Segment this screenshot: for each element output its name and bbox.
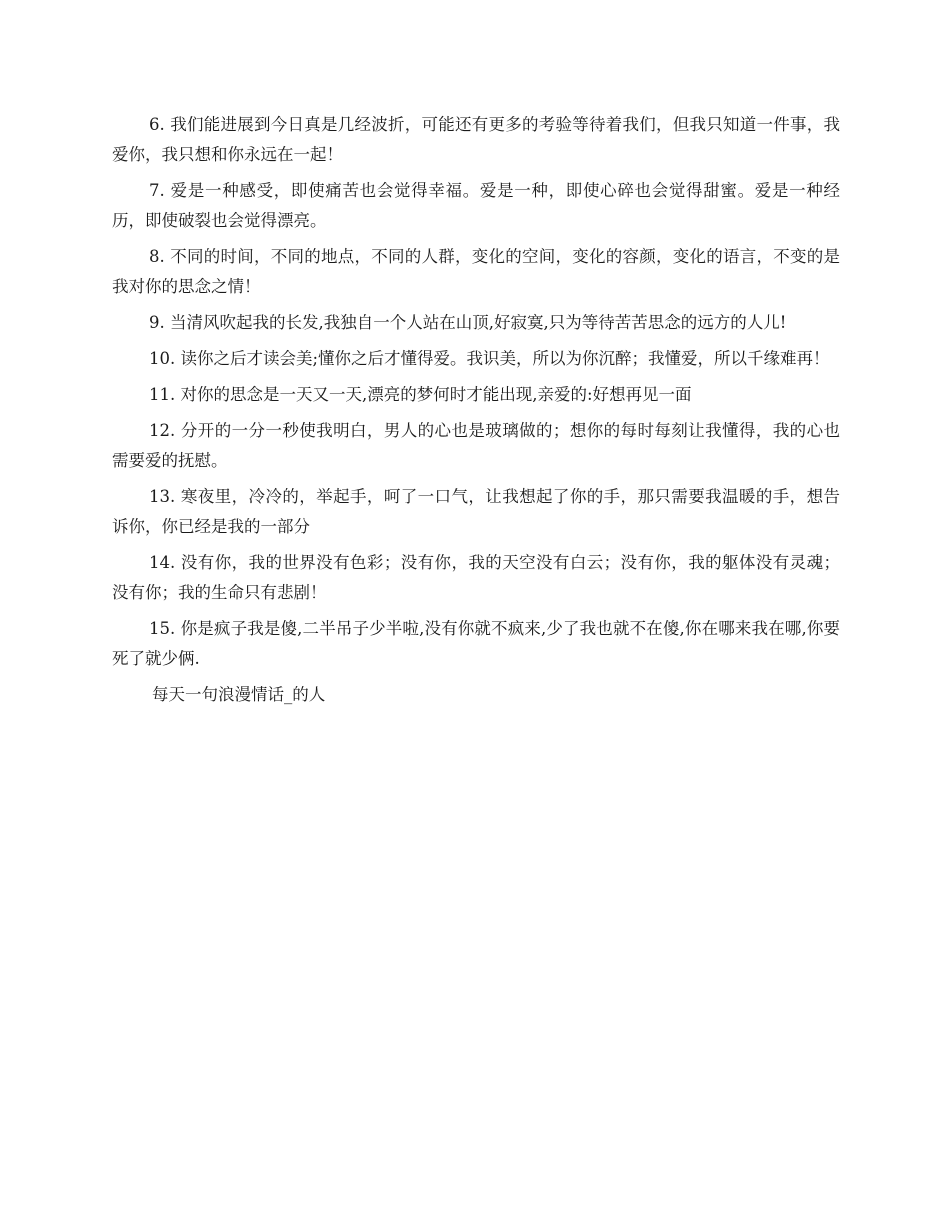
paragraph-14: 14. 没有你，我的世界没有色彩；没有你，我的天空没有白云；没有你，我的躯体没有灵魂；没有你；我的生命只有悲剧！: [112, 553, 840, 602]
paragraph-13: 13. 寒夜里，冷冷的，举起手，呵了一口气，让我想起了你的手，那只需要我温暖的手，想告诉你，你已经是我的一部分: [112, 487, 840, 536]
paragraph-15: 15. 你是疯子我是傻,二半吊子少半啦,没有你就不疯来,少了我也就不在傻,你在哪来我在哪,你要死了就少俩.: [112, 619, 840, 668]
paragraph-8: 8. 不同的时间，不同的地点，不同的人群，变化的空间，变化的容颜，变化的语言，不变的是我对你的思念之情！: [112, 247, 840, 296]
paragraph-6: 6. 我们能进展到今日真是几经波折，可能还有更多的考验等待着我们，但我只知道一件事，我爱你，我只想和你永远在一起！: [112, 115, 840, 164]
document-footer-title: 每天一句浪漫情话_的人: [152, 685, 326, 704]
document-body: [112, 110, 840, 710]
paragraph-10: 10. 读你之后才读会美;懂你之后才懂得爱。我识美，所以为你沉醉；我懂爱，所以千缘难再！: [149, 349, 830, 368]
paragraph-12: 12. 分开的一分一秒使我明白，男人的心也是玻璃做的；想你的每时每刻让我懂得，我的心也需要爱的抚慰。: [112, 421, 840, 470]
paragraph-9: 9. 当清风吹起我的长发,我独自一个人站在山顶,好寂寞,只为等待苦苦思念的远方的人儿!: [149, 313, 787, 332]
paragraph-11: 11. 对你的思念是一天又一天,漂亮的梦何时才能出现,亲爱的:好想再见一面: [149, 385, 692, 404]
paragraph-7: 7. 爱是一种感受，即使痛苦也会觉得幸福。爱是一种，即使心碎也会觉得甜蜜。爱是一种经历，即使破裂也会觉得漂亮。: [112, 181, 840, 230]
